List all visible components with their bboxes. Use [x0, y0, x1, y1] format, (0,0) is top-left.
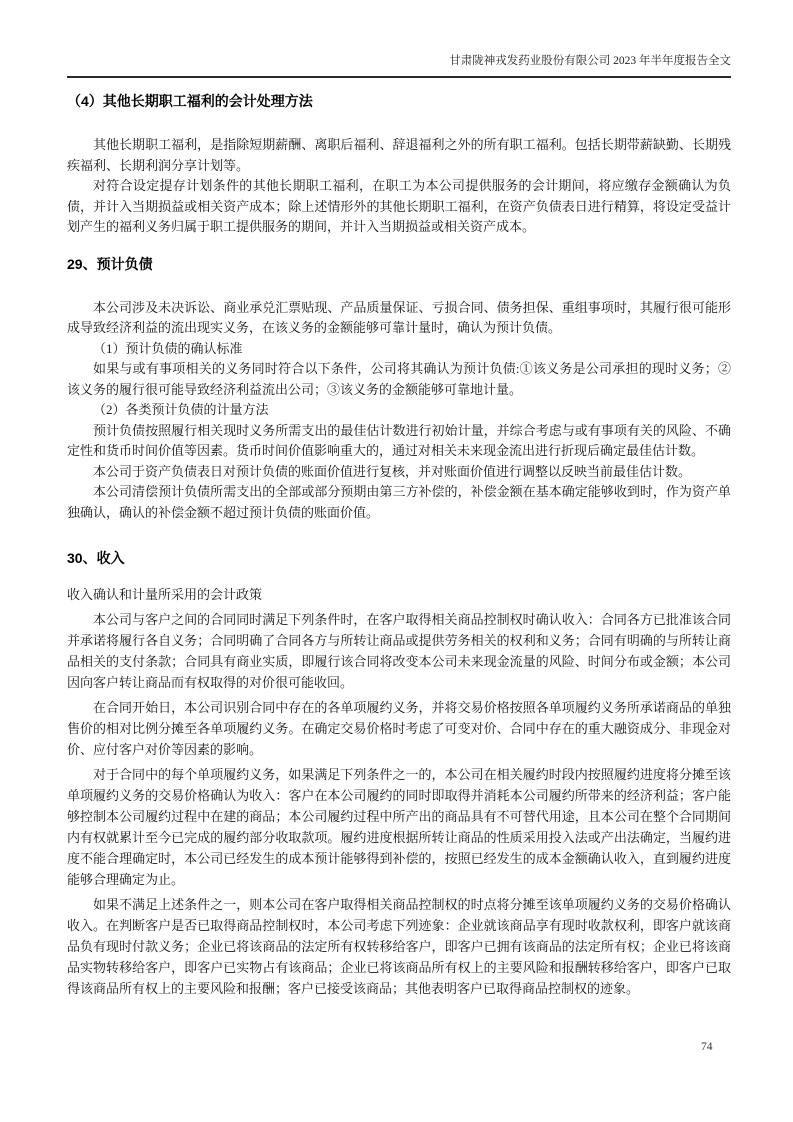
paragraph-policy-label: 收入确认和计量所采用的会计政策 [67, 587, 263, 602]
section-heading-revenue: 30、收入 [67, 550, 125, 566]
paragraph: 如果不满足上述条件之一，则本公司在客户取得相关商品控制权的时点将分摊至该单项履约义务的交易价格确认收入。在判断客户是否已取得商品控制权时，本公司考虑下列迹象：企业就该商品享有现时收款权利，即客户就该商品负有现时付款义务；企业已将该商品的法定所有权转移给客户，即客户已拥有该商品的法定所有权；企业已将该商品实物转移给客户，即客户已实物占有该商品；企业已将该商品所有权上的主要风险和报酬转移给客户，即客户已取得该商品所有权上的主要风险和报酬；客户已接受该商品；其他表明客户已取得商品控制权的迹象。 [67, 897, 731, 996]
paragraph: 其他长期职工福利，是指除短期薪酬、离职后福利、辞退福利之外的所有职工福利。包括长期带薪缺勤、长期残疾福利、长期利润分享计划等。 [67, 137, 731, 173]
document-header [67, 54, 731, 78]
section-revenue-body [67, 584, 731, 999]
section-heading-other-long-term-benefits: （4）其他长期职工福利的会计处理方法 [67, 93, 313, 109]
section-heading-estimated-liabilities: 29、预计负债 [67, 255, 153, 272]
document-header-title: 甘肃陇神戎发药业股份有限公司 2023 年半年度报告全文 [449, 55, 731, 67]
page-number: 74 [701, 1041, 713, 1053]
paragraph-subitem-2: （2）各类预计负债的计量方法 [93, 402, 269, 417]
paragraph: 如果与或有事项相关的义务同时符合以下条件，公司将其确认为预计负债:①该义务是公司承担的现时义务；②该义务的履行很可能导致经济利益流出公司；③该义务的金额能够可靠地计量。 [67, 361, 731, 397]
paragraph: 本公司与客户之间的合同同时满足下列条件时，在客户取得相关商品控制权时确认收入：合同各方已批准该合同并承诺将履行各自义务；合同明确了合同各方与所转让商品或提供劳务相关的权利和义务；合同有明确的与所转让商品相关的支付条款；合同具有商业实质，即履行该合同将改变本公司未来现金流量的风险、时间分布或金额；本公司因向客户转让商品而有权取得的对价很可能收回。 [67, 612, 731, 690]
paragraph: 本公司涉及未决诉讼、商业承兑汇票贴现、产品质量保证、亏损合同、债务担保、重组事项时，其履行很可能形成导致经济利益的流出现实义务，在该义务的金额能够可靠计量时，确认为预计负债。 [67, 299, 731, 335]
paragraph: 本公司清偿预计负债所需支出的全部或部分预期由第三方补偿的，补偿金额在基本确定能够收到时，作为资产单独确认，确认的补偿金额不超过预计负债的账面价值。 [67, 484, 731, 520]
paragraph: 预计负债按照履行相关现时义务所需支出的最佳估计数进行初始计量，并综合考虑与或有事项有关的风险、不确定性和货币时间价值等因素。货币时间价值影响重大的，通过对相关未来现金流出进行折现后确定最佳估计数。 [67, 422, 731, 458]
paragraph: 对符合设定提存计划条件的其他长期职工福利，在职工为本公司提供服务的会计期间，将应缴存金额确认为负债，并计入当期损益或相关资产成本；除上述情形外的其他长期职工福利，在资产负债表日进行精算，将设定受益计划产生的福利义务归属于职工提供服务的期间，并计入当期损益或相关资产成本。 [67, 178, 731, 234]
paragraph-subitem-1: （1）预计负债的确认标准 [93, 340, 243, 356]
paragraph: 在合同开始日，本公司识别合同中存在的各单项履约义务，并将交易价格按照各单项履约义务所承诺商品的单独售价的相对比例分摊至各单项履约义务。在确定交易价格时考虑了可变对价、合同中存在的重大融资成分、非现金对价、应付客户对价等因素的影响。 [67, 700, 731, 757]
paragraph: 对于合同中的每个单项履约义务，如果满足下列条件之一的，本公司在相关履约时段内按照履约进度将分摊至该单项履约义务的交易价格确认为收入：客户在本公司履约的同时即取得并消耗本公司履约所带来的经济利益；客户能够控制本公司履约过程中在建的商品；本公司履约过程中所产出的商品具有不可替代用途，且本公司在整个合同期间内有权就累计至今已完成的履约部分收取款项。履约进度根据所转让商品的性质采用投入法或产出法确定，当履约进度不能合理确定时，本公司已经发生的成本预计能够得到补偿的，按照已经发生的成本金额确认收入，直到履约进度能够合理确定为止。 [67, 767, 731, 887]
paragraph: 本公司于资产负债表日对预计负债的账面价值进行复核，并对账面价值进行调整以反映当前最佳估计数。 [93, 463, 692, 479]
